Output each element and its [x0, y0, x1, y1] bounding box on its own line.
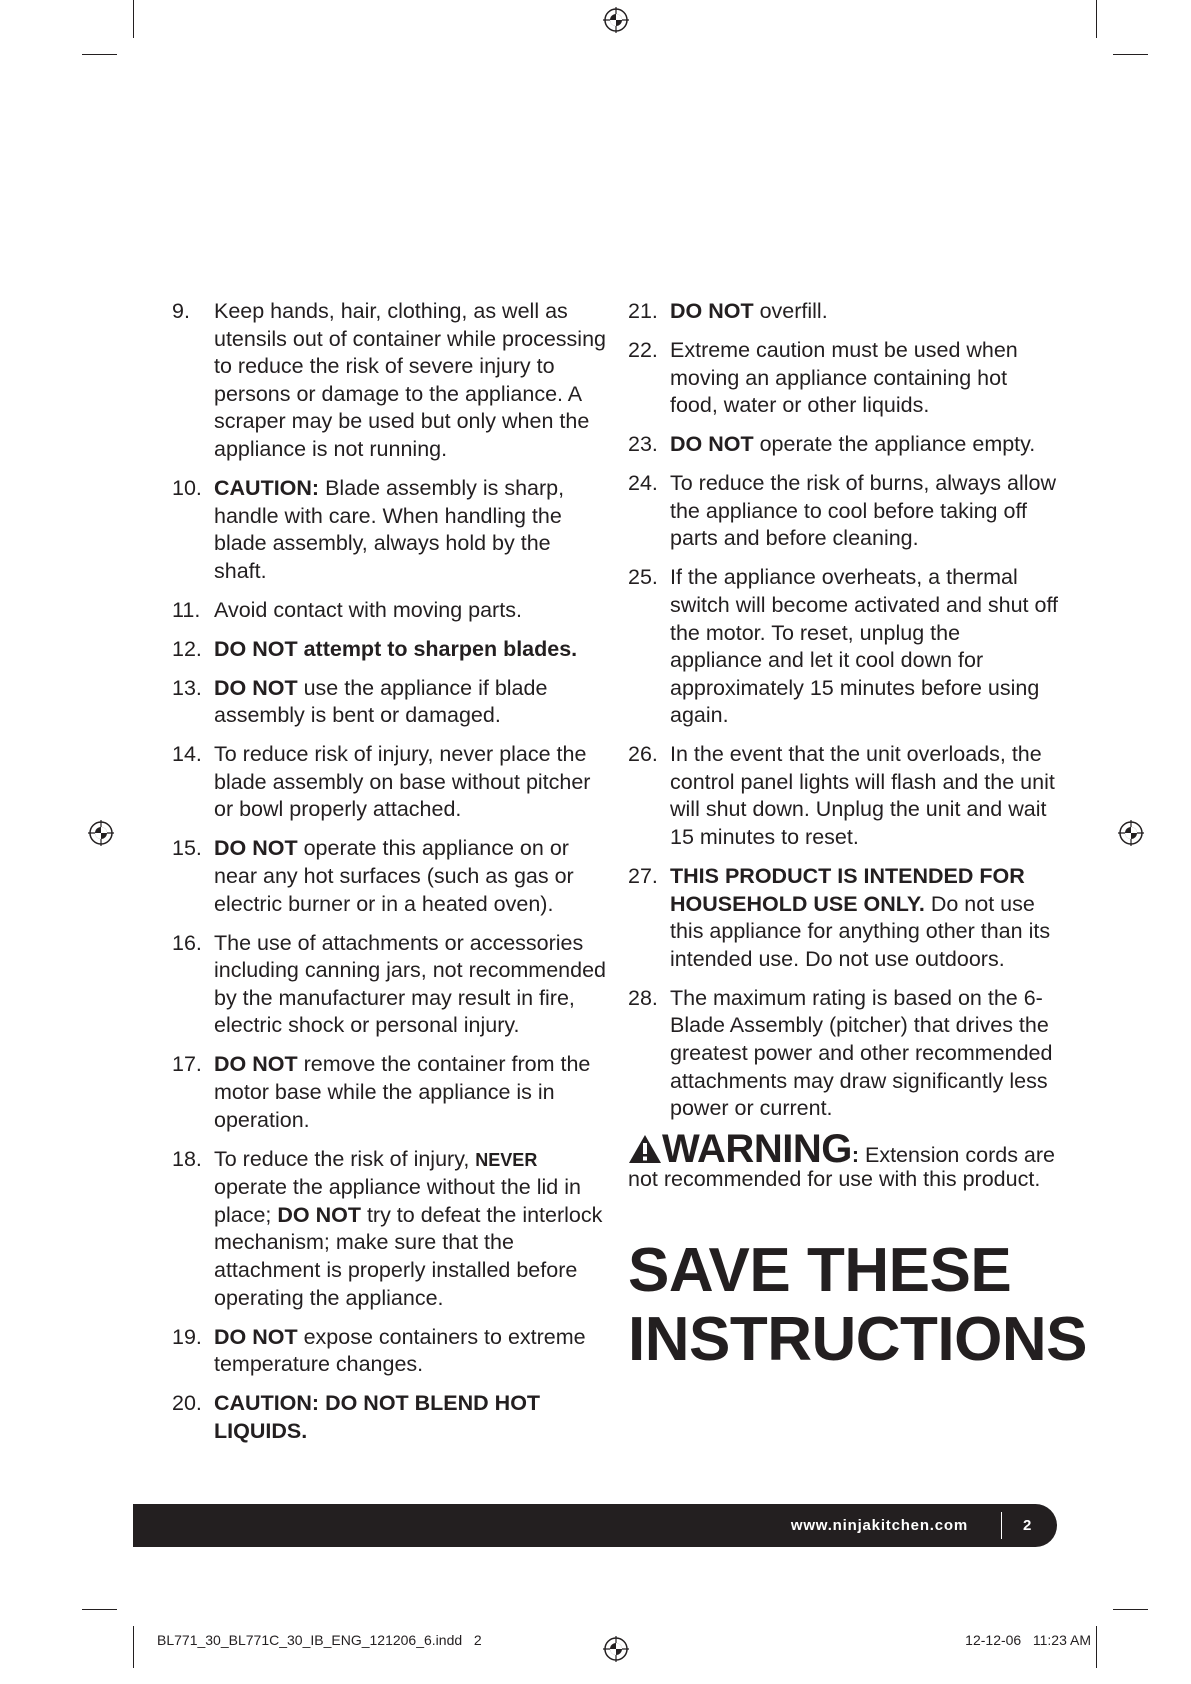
- crop-mark: [1096, 0, 1097, 38]
- instruction-emphasis: DO NOT: [214, 1052, 298, 1077]
- instruction-text-run: operate the appliance without the lid in place;: [214, 1175, 581, 1227]
- instruction-emphasis: THIS PRODUCT IS INTENDED FOR HOUSEHOLD USE ONLY.: [670, 864, 1025, 916]
- instruction-text-run: Extreme caution must be used when moving an appliance containing hot food, water or other liquids.: [670, 337, 1018, 418]
- instruction-item: [172, 475, 608, 585]
- footer-divider: [1001, 1512, 1002, 1539]
- instruction-text-run: In the event that the unit overloads, the control panel lights will flash and the unit will shut down. Unplug the unit and wait 15 minutes to reset.: [670, 742, 1055, 850]
- footer-website: www.ninjakitchen.com: [790, 1517, 968, 1534]
- instruction-emphasis: DO NOT attempt to sharpen blades.: [214, 636, 578, 661]
- instruction-item: [628, 431, 1058, 459]
- crop-mark: [1096, 1626, 1097, 1668]
- registration-mark-icon: [603, 1636, 629, 1662]
- warning-notice: [628, 1127, 1058, 1192]
- instruction-text-run: expose containers to extreme temperature changes.: [214, 1324, 586, 1377]
- instruction-emphasis: DO NOT: [214, 1324, 298, 1349]
- instruction-text-run: operate the appliance empty.: [753, 432, 1036, 457]
- crop-mark: [1113, 54, 1148, 55]
- instruction-number: 27.: [628, 864, 658, 889]
- instruction-number: 23.: [628, 432, 658, 457]
- instruction-text: [214, 1325, 586, 1377]
- instruction-number: 12.: [172, 636, 202, 661]
- instruction-item: [172, 298, 608, 464]
- instruction-text-run: use the appliance if blade assembly is bent or damaged.: [214, 675, 548, 728]
- instruction-item: [172, 675, 608, 730]
- instruction-number: 21.: [628, 299, 658, 323]
- instruction-text-run: overfill.: [753, 299, 828, 323]
- instruction-item: [628, 564, 1058, 730]
- instruction-item: [628, 863, 1058, 973]
- instruction-item: [172, 1051, 608, 1134]
- crop-mark: [1113, 1609, 1148, 1610]
- instruction-number: 28.: [628, 985, 658, 1010]
- instruction-item: [172, 741, 608, 824]
- instruction-text: [670, 986, 1052, 1120]
- warning-triangle-icon: [628, 1134, 662, 1164]
- warning-colon: :: [851, 1143, 859, 1168]
- instruction-emphasis: DO NOT: [214, 836, 298, 861]
- instruction-number: 24.: [628, 471, 658, 496]
- page-number: 2: [1023, 1517, 1032, 1534]
- instructions-right-list: [628, 298, 1058, 1123]
- instruction-number: 18.: [172, 1146, 202, 1171]
- instruction-emphasis: DO NOT: [277, 1202, 361, 1227]
- instruction-text-run: To reduce risk of injury, never place the blade assembly on base without pitcher or bowl properly attached.: [214, 742, 591, 822]
- instructions-right-column: [628, 298, 1087, 1375]
- instruction-text-run: Keep hands, hair, clothing, as well as utensils out of container while processing to reduce the risk of severe injury to persons or damage to the appliance. A scraper may be used but only when the appliance is not running.: [214, 299, 606, 461]
- registration-mark-icon: [88, 820, 114, 846]
- instruction-text: [214, 299, 606, 461]
- registration-mark-icon: [603, 7, 629, 33]
- instruction-number: 20.: [172, 1391, 202, 1416]
- instruction-number: 16.: [172, 930, 202, 955]
- instruction-text: [214, 676, 547, 728]
- instruction-text: [670, 432, 1035, 456]
- instruction-text-run: Do not use this appliance for anything other than its intended use. Do not use outdoors.: [670, 891, 1051, 971]
- instruction-text: [214, 598, 522, 622]
- instruction-item: [172, 597, 608, 625]
- save-instructions-heading: [628, 1236, 1087, 1375]
- instruction-item: [172, 1390, 608, 1445]
- instruction-item: [628, 470, 1058, 553]
- instruction-emphasis: CAUTION:: [214, 475, 320, 500]
- instruction-text: [214, 476, 564, 583]
- instruction-number: 11.: [172, 597, 201, 622]
- crop-mark: [82, 54, 117, 55]
- instruction-text: [670, 864, 1050, 971]
- instruction-number: 14.: [172, 742, 202, 767]
- instruction-text-run: To reduce the risk of injury,: [214, 1146, 476, 1171]
- instruction-item: [628, 298, 1058, 326]
- instruction-emphasis: CAUTION: DO NOT BLEND HOT LIQUIDS.: [214, 1391, 541, 1443]
- instruction-number: 15.: [172, 836, 202, 861]
- instruction-text: [214, 1052, 590, 1131]
- instruction-text: [214, 1147, 602, 1310]
- instruction-text: [670, 565, 1058, 727]
- instruction-number: 26.: [628, 742, 658, 767]
- save-heading-line-2: INSTRUCTIONS: [628, 1305, 1087, 1375]
- instruction-number: 25.: [628, 565, 658, 590]
- instruction-item: [172, 835, 608, 918]
- instruction-text: [214, 836, 574, 915]
- instruction-text-run: The maximum rating is based on the 6-Blade Assembly (pitcher) that drives the greatest power and other recommended attachments may draw significantly less power or current.: [670, 985, 1053, 1121]
- instruction-text-run: The use of attachments or accessories including canning jars, not recommended by the manufacturer may result in fire, electric shock or personal injury.: [214, 930, 607, 1038]
- instruction-item: [628, 741, 1058, 851]
- registration-mark-icon: [1118, 820, 1144, 846]
- instruction-emphasis: DO NOT: [670, 432, 754, 457]
- footer-bar: [133, 1504, 1057, 1547]
- instruction-text: [670, 471, 1056, 550]
- instruction-text: [214, 1391, 540, 1443]
- instruction-item: [628, 337, 1058, 420]
- instruction-emphasis: DO NOT: [670, 299, 754, 323]
- instruction-text: [214, 742, 590, 821]
- warning-word: WARNING: [662, 1127, 852, 1172]
- warning-text: Extension cords are not recommended for use with this product.: [628, 1143, 1055, 1192]
- save-heading-line-1: SAVE THESE: [628, 1236, 1012, 1306]
- slug-filename: BL771_30_BL771C_30_IB_ENG_121206_6.indd 2: [157, 1632, 482, 1648]
- instruction-number: 22.: [628, 337, 658, 362]
- instruction-number: 19.: [172, 1324, 202, 1349]
- slug-timestamp: 12-12-06 11:23 AM: [965, 1632, 1091, 1648]
- instruction-emphasis: DO NOT: [214, 675, 298, 700]
- instruction-item: [172, 930, 608, 1040]
- instruction-text: [214, 637, 577, 661]
- instruction-number: 9.: [172, 299, 190, 323]
- instruction-number: 17.: [172, 1052, 202, 1077]
- instruction-text-run: operate this appliance on or near any hot surfaces (such as gas or electric burner or in a heated oven).: [214, 836, 574, 916]
- crop-mark: [133, 1626, 134, 1668]
- instruction-text: [670, 742, 1055, 849]
- instruction-item: [172, 1324, 608, 1379]
- instruction-emphasis: NEVER: [475, 1149, 538, 1170]
- instruction-item: [628, 985, 1058, 1123]
- instruction-text-run: To reduce the risk of burns, always allow the appliance to cool before taking off parts and before cleaning.: [670, 471, 1056, 551]
- instructions-left-column: [172, 298, 608, 1457]
- instruction-text-run: Blade assembly is sharp, handle with care. When handling the blade assembly, always hold by the shaft.: [214, 475, 565, 583]
- instruction-text-run: If the appliance overheats, a thermal switch will become activated and shut off the motor. To reset, unplug the appliance and let it cool down for approximately 15 minutes before using again.: [670, 565, 1058, 728]
- instruction-item: [172, 636, 608, 664]
- crop-mark: [133, 0, 134, 38]
- instruction-item: [172, 1146, 608, 1313]
- instruction-text-run: Avoid contact with moving parts.: [214, 597, 522, 622]
- instruction-number: 13.: [172, 675, 202, 700]
- instruction-text: [214, 931, 606, 1038]
- instruction-text-run: remove the container from the motor base while the appliance is in operation.: [214, 1052, 591, 1132]
- crop-mark: [82, 1609, 117, 1610]
- instruction-text: [670, 338, 1018, 417]
- instruction-number: 10.: [172, 475, 202, 500]
- instruction-text-run: try to defeat the interlock mechanism; make sure that the attachment is properly installed before operating the appliance.: [214, 1202, 603, 1310]
- instruction-text: [670, 299, 828, 323]
